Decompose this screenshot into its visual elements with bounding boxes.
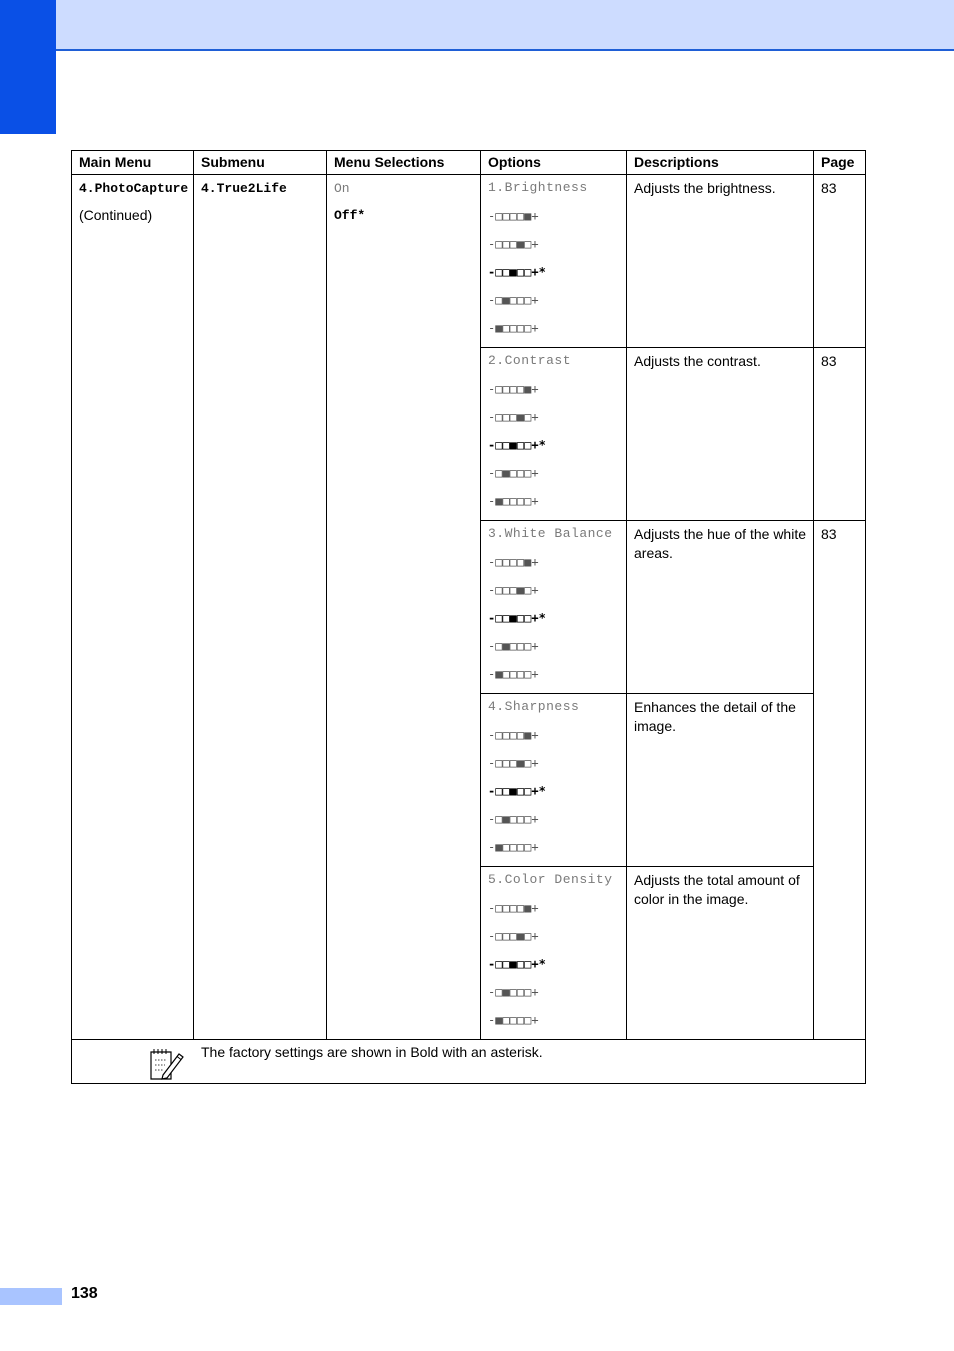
chapter-tab [0,0,56,134]
option-title: 2.Contrast [488,353,572,368]
description-text: Enhances the detail of the image. [634,699,796,734]
option-level: -□□□□■+ [488,728,539,742]
option-level: -□□□■□+ [488,583,539,597]
note-cell [72,1040,866,1084]
option-level: -□□□□■+ [488,382,539,396]
col-descriptions: Descriptions [627,151,814,175]
page-ref: 83 [821,526,837,542]
option-level-default: -□□■□□+* [488,957,546,971]
col-submenu: Submenu [194,151,327,175]
option-level: -□■□□□+ [488,812,539,826]
options-cell [481,867,627,1040]
options-cell [481,175,627,348]
option-level: -■□□□□+ [488,1013,539,1027]
option-level: -□□□□■+ [488,555,539,569]
page-number: 138 [71,1285,98,1302]
option-level: -■□□□□+ [488,321,539,335]
option-level: -■□□□□+ [488,494,539,508]
option-level: -□□□□■+ [488,901,539,915]
description-cell [627,348,814,521]
page-ref: 83 [821,353,837,369]
option-level: -■□□□□+ [488,840,539,854]
submenu-label: 4.True2Life [201,181,287,196]
table-row [72,175,866,348]
description-cell [627,694,814,867]
option-level-default: -□□■□□+* [488,784,546,798]
option-level: -□■□□□+ [488,985,539,999]
description-cell [627,867,814,1040]
option-level: -□□□■□+ [488,237,539,251]
option-title: 4.Sharpness [488,699,580,714]
submenu-cell [194,175,327,1040]
page-cell [814,348,866,521]
main-menu-cell [72,175,194,1040]
continued-label: (Continued) [79,207,153,223]
col-options: Options [481,151,627,175]
option-level: -□□□■□+ [488,410,539,424]
menu-selections-cell [327,175,481,1040]
note-text: The factory settings are shown in Bold with an asterisk. [201,1044,543,1060]
description-text: Adjusts the total amount of color in the image. [634,872,800,907]
option-level: -□□□■□+ [488,756,539,770]
selection-on: On [334,181,350,196]
table-header-row [72,151,866,175]
note-pencil-icon [149,1048,185,1087]
description-text: Adjusts the hue of the white areas. [634,526,806,561]
option-title: 1.Brightness [488,180,588,195]
options-cell [481,521,627,694]
option-level: -□□□□■+ [488,209,539,223]
selection-off-default: Off* [334,208,366,223]
options-cell [481,694,627,867]
page-cell [814,175,866,348]
page-cell [814,521,866,1040]
option-level-default: -□□■□□+* [488,438,546,452]
main-menu-label: 4.PhotoCapture [79,181,189,196]
option-level: -■□□□□+ [488,667,539,681]
option-level-default: -□□■□□+* [488,265,546,279]
note-row [72,1040,866,1084]
col-main-menu: Main Menu [72,151,194,175]
settings-table [71,150,866,1084]
option-title: 3.White Balance [488,526,613,541]
page-number-tab [0,1288,62,1305]
description-cell [627,521,814,694]
option-title: 5.Color Density [488,872,613,887]
option-level: -□■□□□+ [488,293,539,307]
description-cell [627,175,814,348]
description-text: Adjusts the contrast. [634,353,761,369]
col-page: Page [814,151,866,175]
option-level: -□■□□□+ [488,466,539,480]
description-text: Adjusts the brightness. [634,180,776,196]
option-level: -□□□■□+ [488,929,539,943]
col-menu-selections: Menu Selections [327,151,481,175]
page-ref: 83 [821,180,837,196]
option-level: -□■□□□+ [488,639,539,653]
options-cell [481,348,627,521]
header-band [56,0,954,51]
option-level-default: -□□■□□+* [488,611,546,625]
